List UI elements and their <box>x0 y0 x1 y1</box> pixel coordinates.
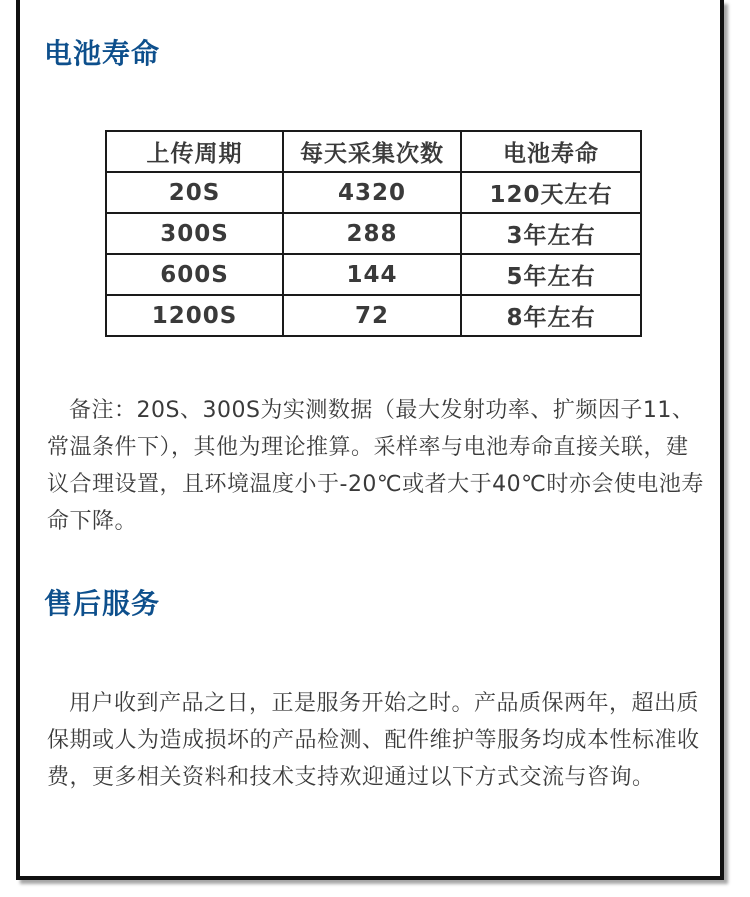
table-header-row <box>106 131 641 172</box>
table-cell: 120天左右 <box>461 172 641 213</box>
table-cell: 8年左右 <box>461 295 641 336</box>
table-cell: 300S <box>106 213 283 254</box>
column-header-battery-life: 电池寿命 <box>461 131 641 172</box>
after-sales-paragraph: 用户收到产品之日，正是服务开始之时。产品质保两年，超出质保期或人为造成损坏的产品检测、配件维护等服务均成本性标准收费，更多相关资料和技术支持欢迎通过以下方式交流与咨询。 <box>47 691 700 790</box>
table-cell: 72 <box>283 295 461 336</box>
table-cell: 20S <box>106 172 283 213</box>
battery-life-table <box>105 130 642 337</box>
table-row <box>106 213 641 254</box>
column-header-upload-period: 上传周期 <box>106 131 283 172</box>
table-row <box>106 254 641 295</box>
table-cell: 600S <box>106 254 283 295</box>
table-cell: 5年左右 <box>461 254 641 295</box>
after-sales-heading: 售后服务 <box>44 587 161 620</box>
table-cell: 3年左右 <box>461 213 641 254</box>
table-cell: 144 <box>283 254 461 295</box>
battery-life-heading: 电池寿命 <box>44 37 161 70</box>
table-row <box>106 172 641 213</box>
table-cell: 1200S <box>106 295 283 336</box>
table-cell: 4320 <box>283 172 461 213</box>
battery-note-paragraph: 备注：20S、300S为实测数据（最大发射功率、扩频因子11、常温条件下），其他为理论推算。采样率与电池寿命直接关联，建议合理设置，且环境温度小于-20℃或者大于40℃时亦会使电池寿命下降。 <box>47 398 704 534</box>
column-header-daily-samples: 每天采集次数 <box>283 131 461 172</box>
table-row <box>106 295 641 336</box>
table-cell: 288 <box>283 213 461 254</box>
